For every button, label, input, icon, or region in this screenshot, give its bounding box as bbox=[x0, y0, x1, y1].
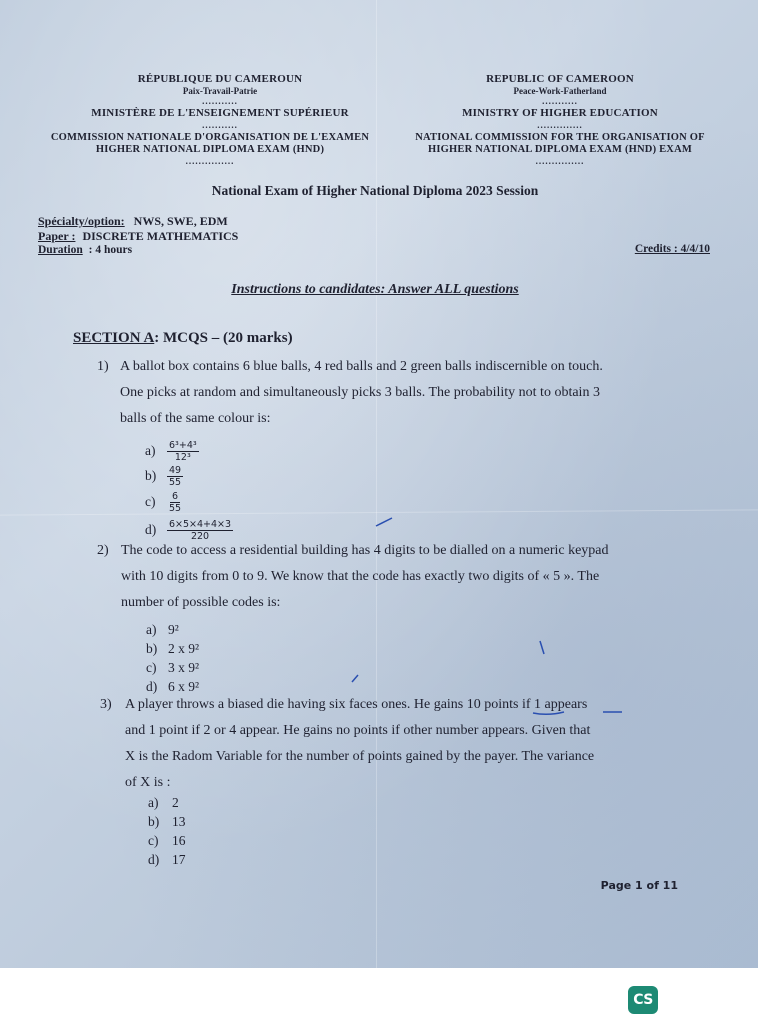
question-line: with 10 digits from 0 to 9. We know that the code has exactly two digits of « 5 ». The bbox=[121, 569, 600, 584]
header-left-motto: Paix-Travail-Patrie bbox=[182, 86, 258, 96]
option-letter: a) bbox=[146, 622, 157, 637]
option-letter: c) bbox=[148, 833, 159, 848]
fraction-denominator: 220 bbox=[190, 530, 210, 542]
option-letter: c) bbox=[145, 494, 156, 509]
option-text: 17 bbox=[172, 852, 186, 867]
pen-tick-mark bbox=[352, 675, 358, 682]
header-left-commission: COMMISSION NATIONALE D'ORGANISATION DE L'EXAMEN bbox=[50, 132, 370, 143]
option-text: 13 bbox=[172, 814, 186, 829]
question-line: One picks at random and simultaneously picks 3 balls. The probability not to obtain 3 bbox=[120, 385, 600, 400]
paper-label: Paper : bbox=[38, 229, 76, 243]
header-right-commission: HIGHER NATIONAL DIPLOMA EXAM (HND) EXAM bbox=[428, 144, 692, 155]
fraction-numerator: 6 bbox=[172, 490, 179, 502]
fraction-numerator: 6³+4³ bbox=[169, 439, 197, 451]
fraction-denominator: 55 bbox=[169, 476, 182, 488]
exam-title: National Exam of Higher National Diploma 2023 Session bbox=[211, 183, 539, 198]
question-number: 1) bbox=[97, 359, 109, 374]
option-letter: a) bbox=[145, 443, 156, 458]
option-text: 2 x 9² bbox=[168, 641, 200, 656]
header-left-separator: ........... bbox=[202, 120, 238, 130]
section-label: SECTION A bbox=[73, 330, 155, 346]
option-letter: d) bbox=[148, 852, 160, 867]
question-line: X is the Radom Variable for the number of points gained by the payer. The variance bbox=[125, 749, 595, 764]
camscanner-logo bbox=[628, 986, 658, 1014]
header-right-country: REPUBLIC OF CAMEROON bbox=[486, 73, 634, 85]
pen-tick-mark bbox=[376, 518, 392, 526]
question-line: number of possible codes is: bbox=[121, 595, 281, 610]
duration-label: Duration bbox=[38, 244, 83, 256]
header-right-motto: Peace-Work-Fatherland bbox=[513, 86, 607, 96]
option-letter: d) bbox=[146, 679, 158, 694]
question-number: 3) bbox=[100, 697, 112, 712]
option-letter: b) bbox=[145, 468, 157, 483]
header-left-separator: ............... bbox=[185, 156, 235, 166]
option-text: 3 x 9² bbox=[168, 660, 200, 675]
credits: Credits : 4/4/10 bbox=[634, 243, 710, 255]
header-left-country: RÉPUBLIQUE DU CAMEROUN bbox=[137, 73, 303, 85]
paper-value: DISCRETE MATHEMATICS bbox=[82, 229, 239, 243]
question-line: balls of the same colour is: bbox=[120, 411, 271, 426]
specialty-value: NWS, SWE, EDM bbox=[133, 214, 228, 228]
header-right-separator: ............... bbox=[535, 156, 585, 166]
question-line: A ballot box contains 6 blue balls, 4 red balls and 2 green balls indiscernible on touch. bbox=[120, 359, 603, 374]
option-letter: c) bbox=[146, 660, 157, 675]
fraction-numerator: 49 bbox=[169, 464, 182, 476]
camscanner-logo-text: CS bbox=[633, 992, 653, 1008]
header-left-commission: HIGHER NATIONAL DIPLOMA EXAM (HND) bbox=[95, 144, 325, 155]
question-line: of X is : bbox=[125, 775, 171, 790]
option-text: 9² bbox=[168, 622, 179, 637]
option-text: 2 bbox=[172, 795, 179, 810]
instructions: Instructions to candidates: Answer ALL questions bbox=[231, 282, 519, 297]
fraction-denominator: 55 bbox=[169, 502, 182, 514]
pen-tick-mark bbox=[540, 641, 544, 654]
option-text: 16 bbox=[172, 833, 186, 848]
section-title: : MCQS – (20 marks) bbox=[154, 330, 293, 346]
header-right-separator: ........... bbox=[542, 96, 578, 106]
fraction-denominator: 12³ bbox=[174, 451, 191, 463]
question-line: and 1 point if 2 or 4 appear. He gains no points if other number appears. Given that bbox=[125, 723, 591, 738]
header-left-separator: ........... bbox=[202, 96, 238, 106]
option-letter: b) bbox=[148, 814, 160, 829]
page-number: Page 1 of 11 bbox=[600, 879, 678, 892]
question-number: 2) bbox=[97, 543, 109, 558]
header-right-commission: NATIONAL COMMISSION FOR THE ORGANISATION OF bbox=[415, 132, 705, 143]
specialty-label: Spécialty/option: bbox=[38, 214, 125, 228]
pen-underline-mark bbox=[533, 712, 564, 714]
header-right-separator: .............. bbox=[537, 120, 583, 130]
fraction-numerator: 6×5×4+4×3 bbox=[169, 518, 232, 530]
option-letter: a) bbox=[148, 795, 159, 810]
header-left-ministry: MINISTÈRE DE L'ENSEIGNEMENT SUPÉRIEUR bbox=[91, 107, 349, 119]
option-text: 6 x 9² bbox=[168, 679, 200, 694]
option-letter: d) bbox=[145, 522, 157, 537]
option-letter: b) bbox=[146, 641, 158, 656]
duration-value: : 4 hours bbox=[88, 244, 133, 256]
question-line: The code to access a residential building has 4 digits to be dialled on a numeric keypad bbox=[121, 543, 609, 558]
question-line: A player throws a biased die having six faces ones. He gains 10 points if 1 appears bbox=[125, 697, 588, 712]
header-right-ministry: MINISTRY OF HIGHER EDUCATION bbox=[462, 107, 658, 119]
